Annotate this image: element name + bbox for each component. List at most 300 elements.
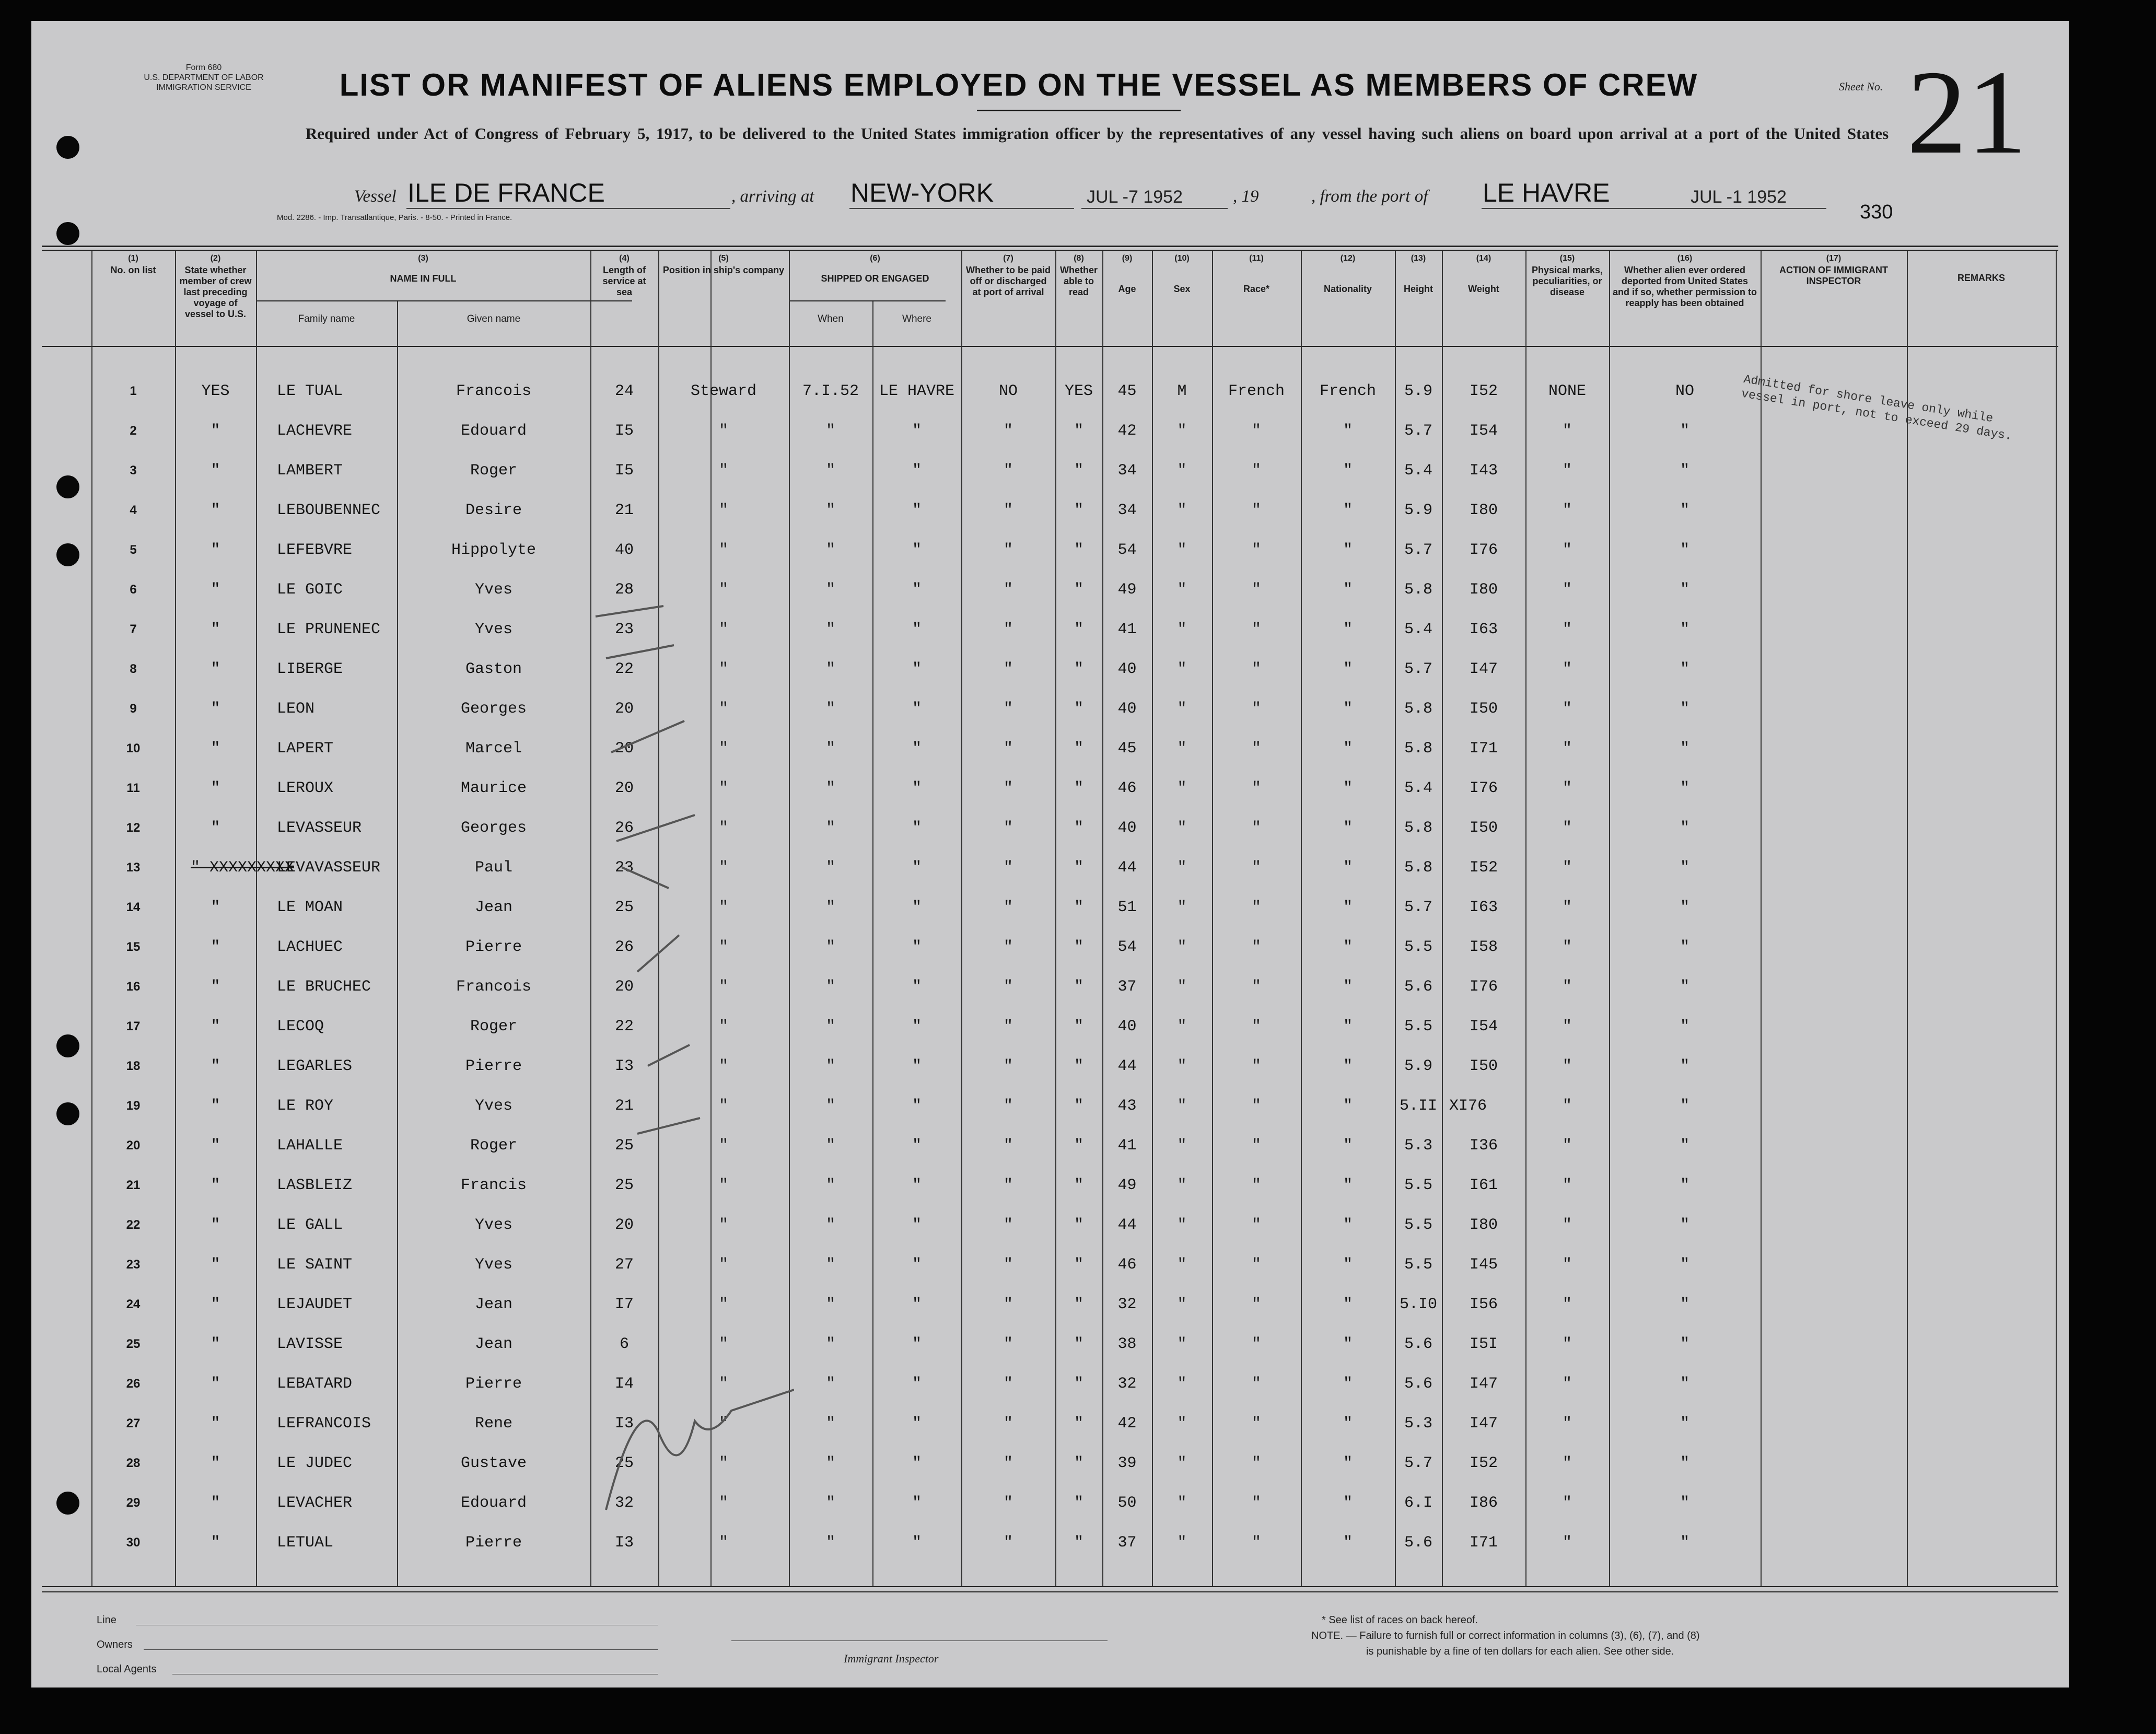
previous-voyage: " (211, 621, 220, 638)
footer-owners-label: Owners (97, 1639, 133, 1650)
given-name: Georges (460, 819, 527, 837)
nationality: " (1343, 1057, 1353, 1075)
shipped-when: " (825, 899, 835, 916)
able-to-read: " (1074, 462, 1083, 480)
previous-voyage: " (211, 1256, 220, 1274)
sex: " (1177, 1137, 1187, 1155)
service-length: 23 (614, 621, 634, 638)
paid-off: " (1003, 779, 1013, 797)
age: 46 (1117, 1256, 1137, 1274)
age: 34 (1117, 462, 1137, 480)
previous-voyage: " (211, 422, 220, 440)
age: 44 (1117, 1216, 1137, 1234)
able-to-read: " (1074, 819, 1083, 837)
family-name: LACHUEC (277, 938, 343, 956)
column-label: Nationality (1323, 284, 1372, 294)
family-name: LEFRANCOIS (277, 1415, 371, 1433)
shipped-when: " (825, 779, 835, 797)
row-number: 28 (126, 1456, 141, 1470)
nationality: " (1343, 1415, 1353, 1433)
physical-marks: " (1562, 1177, 1572, 1194)
column-label: State whether member of crew last preceding voyage of vessel to U.S. (179, 265, 252, 319)
family-name: LEJAUDET (277, 1296, 353, 1313)
port-underline (849, 208, 1074, 209)
column-label: Race* (1243, 284, 1270, 294)
position: " (718, 1256, 728, 1274)
given-name: Roger (470, 462, 517, 480)
deported: " (1680, 1137, 1689, 1155)
sex: " (1177, 541, 1187, 559)
table-bottom-rule-2 (42, 1591, 2058, 1592)
column-number: (13) (1411, 254, 1426, 263)
arrival-date: JUL -7 1952 (1087, 187, 1183, 207)
department: U.S. DEPARTMENT OF LABOR (144, 73, 264, 82)
column-label: Whether to be paid off or discharged at port of arrival (966, 265, 1051, 297)
nationality: " (1343, 1335, 1353, 1353)
weight: I80 (1469, 581, 1498, 599)
family-name: LEGARLES (277, 1057, 353, 1075)
previous-voyage: " (211, 1018, 220, 1035)
age: 43 (1117, 1097, 1137, 1115)
given-name: Hippolyte (451, 541, 537, 559)
from-underline (1482, 208, 1826, 209)
deported: " (1680, 819, 1689, 837)
given-name: Jean (474, 1335, 512, 1353)
height: 5.4 (1404, 462, 1432, 480)
weight: I52 (1469, 859, 1498, 877)
position: " (718, 422, 728, 440)
physical-marks: " (1562, 621, 1572, 638)
able-to-read: " (1074, 1216, 1083, 1234)
service-length: 21 (614, 1097, 634, 1115)
age: 37 (1117, 1534, 1137, 1552)
shipped-where: " (912, 1256, 922, 1274)
service-length: 21 (614, 502, 634, 519)
able-to-read: " (1074, 1137, 1083, 1155)
race: " (1251, 502, 1261, 519)
shipped-where: " (912, 779, 922, 797)
sex: " (1177, 740, 1187, 758)
race: " (1251, 1177, 1261, 1194)
given-name: Gustave (460, 1454, 527, 1472)
shipped-where: " (912, 1177, 922, 1194)
race-note: * See list of races on back hereof. (1322, 1614, 1478, 1626)
family-name: LECOQ (277, 1018, 324, 1035)
race: " (1251, 1296, 1261, 1313)
shipped-when: " (825, 541, 835, 559)
sex: " (1177, 422, 1187, 440)
height: 5.8 (1404, 859, 1432, 877)
able-to-read: " (1074, 1296, 1083, 1313)
height: 5.9 (1404, 382, 1432, 400)
family-name: LE PRUNENEC (277, 621, 381, 638)
inspector-label: Immigrant Inspector (844, 1652, 939, 1665)
physical-marks: " (1562, 1137, 1572, 1155)
binder-hole (56, 222, 79, 245)
column-number: (6) (870, 254, 880, 263)
physical-marks: " (1562, 1494, 1572, 1512)
given-name: Yves (474, 1216, 512, 1234)
row-number: 22 (126, 1218, 141, 1232)
sex: " (1177, 1256, 1187, 1274)
able-to-read: " (1074, 779, 1083, 797)
race: " (1251, 1057, 1261, 1075)
column-header (961, 253, 1055, 298)
family-name: LETUAL (277, 1534, 334, 1552)
previous-voyage: YES (201, 382, 230, 400)
physical-marks: " (1562, 1335, 1572, 1353)
family-name: LASBLEIZ (277, 1177, 353, 1194)
sex: " (1177, 502, 1187, 519)
shipped-when: " (825, 1415, 835, 1433)
arriving-label: , arriving at (731, 187, 814, 206)
shipped-where: " (912, 1494, 922, 1512)
shipped-when: " (825, 1216, 835, 1234)
sex: " (1177, 1534, 1187, 1552)
row-number: 17 (126, 1019, 141, 1033)
able-to-read: " (1074, 422, 1083, 440)
previous-voyage: " (211, 1097, 220, 1115)
shipped-where: " (912, 462, 922, 480)
paid-off: " (1003, 700, 1013, 718)
race: " (1251, 859, 1261, 877)
position: " (718, 1137, 728, 1155)
weight: I63 (1469, 621, 1498, 638)
service-length: 24 (614, 382, 634, 400)
sheet-label: Sheet No. (1839, 80, 1883, 93)
deported: " (1680, 899, 1689, 916)
fine-note-2: is punishable by a fine of ten dollars for each alien. See other side. (1366, 1646, 1674, 1657)
row-number: 9 (130, 702, 137, 716)
sex: " (1177, 1454, 1187, 1472)
sex: M (1177, 382, 1187, 400)
weight: I80 (1469, 502, 1498, 519)
position: " (718, 621, 728, 638)
service-length: 22 (614, 1018, 634, 1035)
given-name: Roger (470, 1137, 517, 1155)
column-header (1442, 253, 1525, 295)
able-to-read: " (1074, 899, 1083, 916)
shipped-where: " (912, 859, 922, 877)
given-name: Gaston (465, 660, 522, 678)
note-label: NOTE. (1311, 1630, 1344, 1642)
deported: " (1680, 462, 1689, 480)
paid-off: " (1003, 1216, 1013, 1234)
binder-hole (56, 136, 79, 159)
race: " (1251, 978, 1261, 996)
shipped-where: " (912, 1018, 922, 1035)
deported: " (1680, 1296, 1689, 1313)
shipped-when: " (825, 1296, 835, 1313)
position: " (718, 1375, 728, 1393)
physical-marks: " (1562, 819, 1572, 837)
shipped-where: " (912, 541, 922, 559)
family-name: LE GALL (277, 1216, 343, 1234)
height: 5.5 (1404, 1216, 1432, 1234)
able-to-read: " (1074, 660, 1083, 678)
race: " (1251, 1018, 1261, 1035)
shipped-where: " (912, 978, 922, 996)
sex: " (1177, 859, 1187, 877)
shipped-when: " (825, 859, 835, 877)
service-length: 23 (614, 859, 634, 877)
race: " (1251, 422, 1261, 440)
row-number: 5 (130, 543, 137, 557)
given-name: Jean (474, 1296, 512, 1313)
position: " (718, 1534, 728, 1552)
row-number: 14 (126, 900, 141, 914)
deported: " (1680, 621, 1689, 638)
race: " (1251, 779, 1261, 797)
sex: " (1177, 1018, 1187, 1035)
shipped-where: " (912, 1216, 922, 1234)
able-to-read: " (1074, 700, 1083, 718)
position: " (718, 462, 728, 480)
race: " (1251, 581, 1261, 599)
deported: " (1680, 1494, 1689, 1512)
column-number: (17) (1826, 254, 1842, 263)
deported: " (1680, 859, 1689, 877)
weight: I86 (1469, 1494, 1498, 1512)
race: " (1251, 938, 1261, 956)
height: 5.7 (1404, 1454, 1432, 1472)
shipped-where: " (912, 1454, 922, 1472)
previous-voyage: " (211, 462, 220, 480)
nationality: " (1343, 541, 1353, 559)
race: " (1251, 1415, 1261, 1433)
shipped-where: " (912, 1137, 922, 1155)
shipped-where: LE HAVRE (879, 382, 955, 400)
able-to-read: " (1074, 938, 1083, 956)
binder-hole (56, 1102, 79, 1125)
able-to-read: " (1074, 1415, 1083, 1433)
height: 5.4 (1404, 779, 1432, 797)
paid-off: " (1003, 1137, 1013, 1155)
given-name: Yves (474, 1256, 512, 1274)
service-length: 25 (614, 899, 634, 916)
previous-voyage: " (211, 1375, 220, 1393)
weight: I76 (1469, 779, 1498, 797)
weight: I5I (1469, 1335, 1498, 1353)
row-number: 2 (130, 424, 137, 438)
column-rule (2056, 251, 2057, 1586)
column-header (658, 253, 789, 276)
deported: " (1680, 1177, 1689, 1194)
nationality: " (1343, 938, 1353, 956)
position: " (718, 1097, 728, 1115)
column-number: (7) (1003, 254, 1013, 263)
age: 32 (1117, 1296, 1137, 1313)
nationality: " (1343, 1177, 1353, 1194)
weight: I58 (1469, 938, 1498, 956)
previous-voyage: " (211, 502, 220, 519)
able-to-read: " (1074, 1335, 1083, 1353)
deported: " (1680, 978, 1689, 996)
age: 38 (1117, 1335, 1137, 1353)
nationality: " (1343, 462, 1353, 480)
column-header (1055, 253, 1102, 298)
able-to-read: " (1074, 1494, 1083, 1512)
given-name: Pierre (465, 1375, 522, 1393)
family-name: LE ROY (277, 1097, 334, 1115)
height: 5.8 (1404, 700, 1432, 718)
nationality: " (1343, 1534, 1353, 1552)
physical-marks: " (1562, 422, 1572, 440)
family-name: LAVISSE (277, 1335, 343, 1353)
position: " (718, 581, 728, 599)
weight: I52 (1469, 1454, 1498, 1472)
age: 37 (1117, 978, 1137, 996)
age: 41 (1117, 1137, 1137, 1155)
row-number: 25 (126, 1337, 141, 1351)
service-length: 27 (614, 1256, 634, 1274)
row-number: 20 (126, 1138, 141, 1153)
table-bottom-rule (42, 1586, 2058, 1587)
race: " (1251, 1097, 1261, 1115)
service-length: 28 (614, 581, 634, 599)
given-name: Pierre (465, 1534, 522, 1552)
binder-hole (56, 1492, 79, 1515)
note-text-1: — Failure to furnish full or correct information in columns (3), (6), (7), and (8) (1346, 1630, 1700, 1642)
family-name: LEVAVASSEUR (277, 859, 381, 877)
name-split-rule (256, 300, 632, 301)
sex: " (1177, 978, 1187, 996)
weight: I54 (1469, 422, 1498, 440)
deported: " (1680, 541, 1689, 559)
from-label: , from the port of (1311, 187, 1428, 206)
column-label: ACTION OF IMMIGRANT INSPECTOR (1779, 265, 1888, 286)
race: " (1251, 1375, 1261, 1393)
position: " (718, 1057, 728, 1075)
shipped-where: " (912, 700, 922, 718)
nationality: " (1343, 422, 1353, 440)
deported: " (1680, 938, 1689, 956)
shipped-when: " (825, 1534, 835, 1552)
column-label: Whether alien ever ordered deported from United States and if so, whether permission to reapply has been obtained (1612, 265, 1757, 308)
position: " (718, 978, 728, 996)
shipped-when: " (825, 819, 835, 837)
position: " (718, 660, 728, 678)
column-header (175, 253, 256, 320)
shipped-when: " (825, 502, 835, 519)
position: " (718, 541, 728, 559)
column-label: Physical marks, peculiarities, or disease (1531, 265, 1603, 297)
sex: " (1177, 779, 1187, 797)
family-name: LEBATARD (277, 1375, 353, 1393)
position: " (718, 502, 728, 519)
sex: " (1177, 1097, 1187, 1115)
sex: " (1177, 581, 1187, 599)
sex: " (1177, 899, 1187, 916)
position: " (718, 819, 728, 837)
paid-off: NO (998, 382, 1018, 400)
service-length: 32 (614, 1494, 634, 1512)
row-number: 30 (126, 1535, 141, 1550)
given-name: Edouard (460, 422, 527, 440)
nationality: " (1343, 1494, 1353, 1512)
physical-marks: " (1562, 1018, 1572, 1035)
service-length: 20 (614, 700, 634, 718)
service-length: 22 (614, 660, 634, 678)
physical-marks: NONE (1548, 382, 1586, 400)
age: 49 (1117, 1177, 1137, 1194)
previous-voyage: " (211, 1454, 220, 1472)
service-length: I3 (614, 1534, 634, 1552)
deported: " (1680, 1256, 1689, 1274)
page-subtitle: Required under Act of Congress of February 5, 1917, to be delivered to the United States immigration officer by the representatives of any vessel having such aliens on board upon arrival at a port of the United States (305, 124, 1889, 143)
footer-owners-rule (144, 1649, 658, 1650)
deported: " (1680, 1216, 1689, 1234)
paid-off: " (1003, 819, 1013, 837)
race: " (1251, 740, 1261, 758)
age: 54 (1117, 938, 1137, 956)
physical-marks: " (1562, 899, 1572, 916)
nationality: " (1343, 502, 1353, 519)
race: " (1251, 1534, 1261, 1552)
able-to-read: " (1074, 740, 1083, 758)
paid-off: " (1003, 1494, 1013, 1512)
previous-voyage: " (211, 541, 220, 559)
sex: " (1177, 1415, 1187, 1433)
race: " (1251, 660, 1261, 678)
row-number: 16 (126, 980, 141, 994)
able-to-read: " (1074, 541, 1083, 559)
family-name: LAHALLE (277, 1137, 343, 1155)
weight: I52 (1469, 382, 1498, 400)
nationality: " (1343, 700, 1353, 718)
family-name: LAMBERT (277, 462, 343, 480)
shipped-when: " (825, 1018, 835, 1035)
service-length: 25 (614, 1454, 634, 1472)
able-to-read: " (1074, 1256, 1083, 1274)
sex: " (1177, 700, 1187, 718)
vessel-name: ILE DE FRANCE (407, 178, 605, 207)
physical-marks: " (1562, 581, 1572, 599)
height: 5.6 (1404, 1534, 1432, 1552)
position: " (718, 1454, 728, 1472)
nationality: " (1343, 978, 1353, 996)
age: 49 (1117, 581, 1137, 599)
deported: " (1680, 502, 1689, 519)
nationality: " (1343, 1216, 1353, 1234)
nationality: " (1343, 779, 1353, 797)
physical-marks: " (1562, 978, 1572, 996)
able-to-read: " (1074, 1018, 1083, 1035)
column-label: Length of service at sea (602, 265, 646, 297)
paid-off: " (1003, 581, 1013, 599)
height: 5.8 (1404, 740, 1432, 758)
shipped-where: " (912, 899, 922, 916)
column-label: NAME IN FULL (390, 273, 457, 284)
year-label: , 19 (1233, 187, 1259, 206)
physical-marks: " (1562, 700, 1572, 718)
family-name: LE JUDEC (277, 1454, 353, 1472)
paid-off: " (1003, 978, 1013, 996)
shipped-where: " (912, 819, 922, 837)
physical-marks: " (1562, 1534, 1572, 1552)
binder-hole (56, 1034, 79, 1057)
column-rule (1761, 251, 1762, 1586)
able-to-read: " (1074, 1375, 1083, 1393)
given-name: Francois (456, 382, 532, 400)
position: " (718, 938, 728, 956)
sex: " (1177, 1057, 1187, 1075)
previous-voyage: " (211, 1335, 220, 1353)
age: 51 (1117, 899, 1137, 916)
previous-voyage: " (211, 1177, 220, 1194)
service-length: 20 (614, 978, 634, 996)
deported: " (1680, 422, 1689, 440)
